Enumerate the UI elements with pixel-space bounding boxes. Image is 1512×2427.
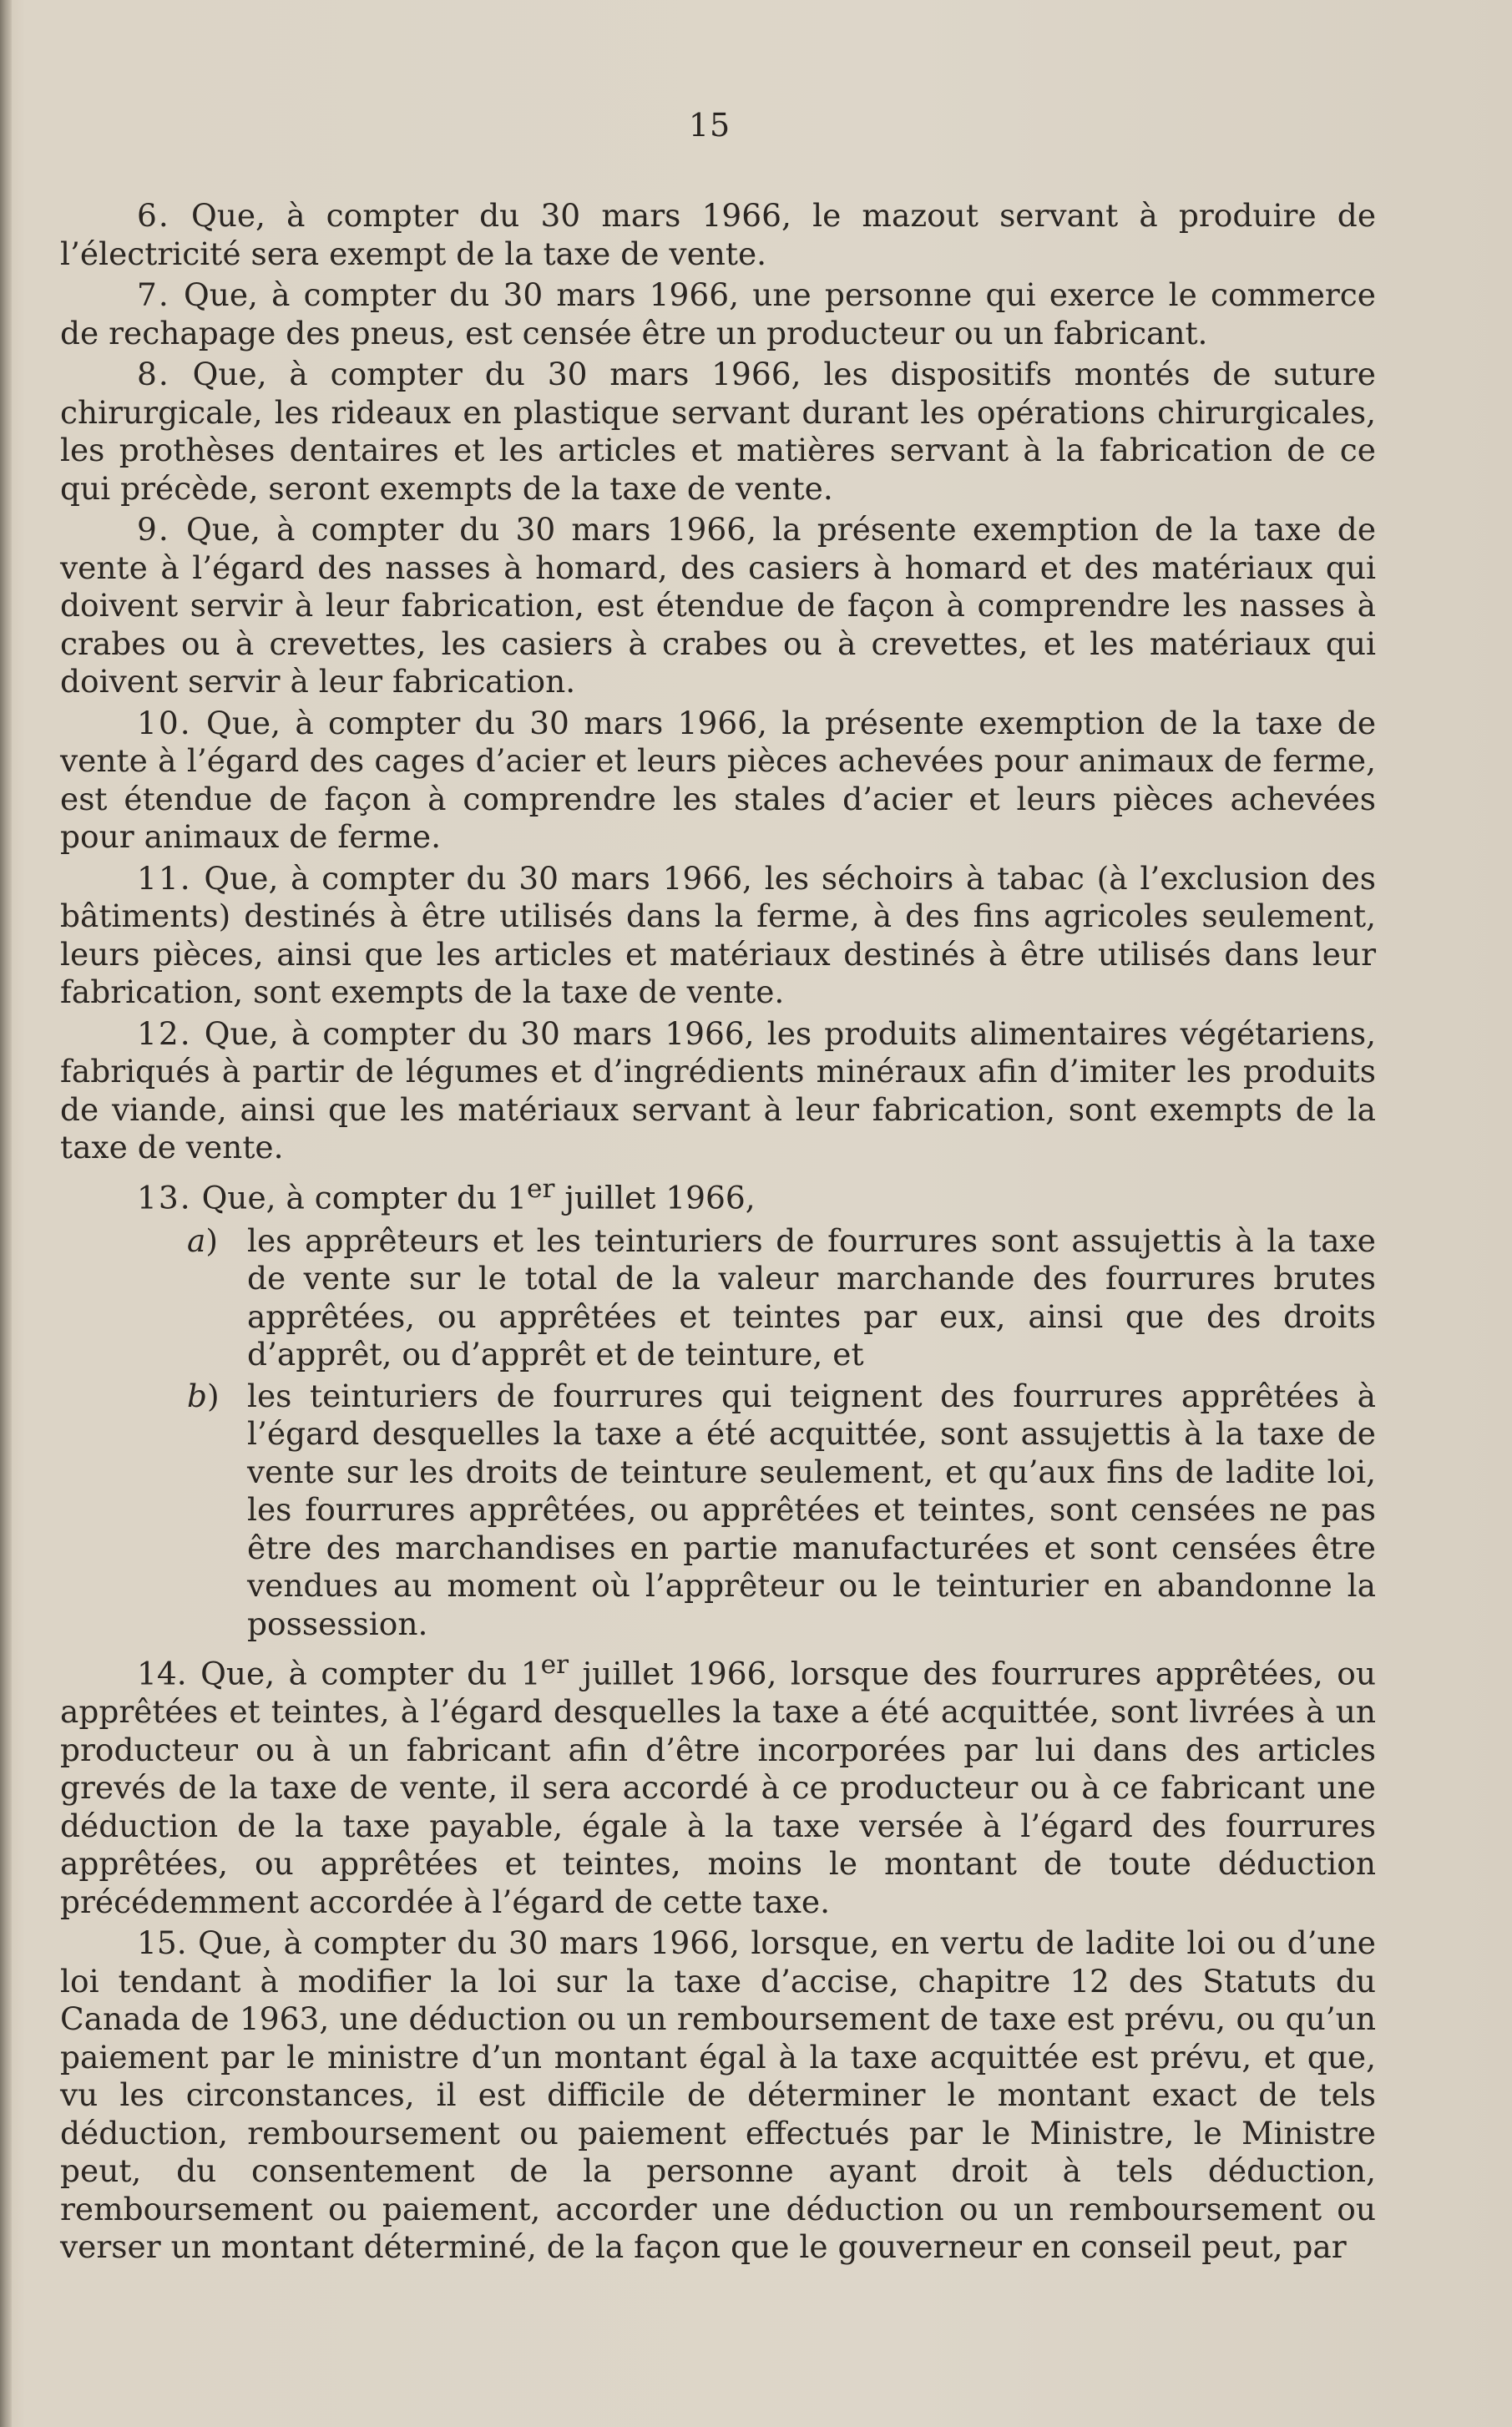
paragraph-text: Que, à compter du 30 mars 1966, les produits alimentaires végétariens, fabriqués à partir de légumes et d’ingrédients minéraux afin d’imiter les produits de viande, ainsi que les matériaux servant à leur fabrication, sont exempts de la taxe de vente.	[60, 1014, 1377, 1165]
paragraph-6	[60, 197, 1376, 273]
ordinal-superscript: er	[526, 1173, 555, 1204]
paragraph-text: Que, à compter du 30 mars 1966, une personne qui exerce le commerce de rechapage des pneus, est censée être un producteur ou un fabricant.	[60, 276, 1377, 351]
paragraph-13-intro	[60, 1171, 1376, 1217]
list-item-marker: a)	[187, 1221, 218, 1259]
paragraph-15	[60, 1924, 1376, 2267]
paragraph-number: 15.	[137, 1924, 187, 1961]
list-item-marker: b)	[187, 1377, 220, 1414]
paragraph-8	[60, 356, 1376, 508]
paragraph-text: Que, à compter du 30 mars 1966, la présente exemption de la taxe de vente à l’égard des nasses à homard, des casiers à homard et des matériaux qui doivent servir à leur fabrication, est étendue de façon à comprendre les nasses à crabes ou à crevettes, les casiers à crabes ou à crevettes, et les matériaux qui doivent servir à leur fabrication.	[60, 511, 1377, 700]
page-binding-edge	[0, 0, 12, 2427]
list-item-text: les teinturiers de fourrures qui teignent des fourrures apprêtées à l’égard desquelles la taxe a été acquittée, sont assujettis à la taxe de vente sur les droits de teinture seulement, et qu’aux fins de ladite loi, les fourrures apprêtées, ou apprêtées et teintes, sont censées ne pas être des marchandises en partie manufacturées et sont censées être vendues au moment où l’apprêteur ou le teinturier en abandonne la possession.	[247, 1377, 1376, 1642]
list-item-text: les apprêteurs et les teinturiers de fourrures sont assujettis à la taxe de vente sur le total de la valeur marchande des fourrures brutes apprêtées, ou apprêtées et teintes par eux, ainsi que des droits d’apprêt, ou d’apprêt et de teinture, et	[247, 1221, 1376, 1373]
list-item-letter: a	[187, 1221, 206, 1259]
paragraph-number: 12.	[137, 1014, 192, 1052]
list-item-b	[60, 1378, 1376, 1644]
paragraph-text: Que, à compter du 30 mars 1966, lorsque, en vertu de ladite loi ou d’une loi tendant à modifier la loi sur la taxe d’accise, chapitre 12 des Statuts du Canada de 1963, une déduction ou un remboursement de taxe est prévu, ou qu’un paiement par le ministre d’un montant égal à la taxe acquittée est prévu, et que, vu les circonstances, il est difficile de déterminer le montant exact de tels déduction, remboursement ou paiement effectués par le Ministre, le Ministre peut, du consentement de la personne ayant droit à tels déduction, remboursement ou paiement, accorder une déduction ou un remboursement ou verser un montant déterminé, de la façon que le gouverneur en conseil peut, par	[60, 1924, 1377, 2265]
list-item-letter: b	[187, 1377, 208, 1414]
paragraph-number: 7.	[137, 276, 170, 313]
page-number: 15	[688, 107, 731, 144]
ordinal-superscript: er	[540, 1650, 569, 1680]
paragraph-number: 13.	[137, 1179, 192, 1216]
paragraph-7	[60, 276, 1376, 352]
paragraph-text: Que, à compter du 1	[200, 1655, 541, 1692]
paragraph-number: 14.	[137, 1655, 187, 1692]
paragraph-text: Que, à compter du 30 mars 1966, les séchoirs à tabac (à l’exclusion des bâtiments) destinés à être utilisés dans la ferme, à des fins agricoles seulement, leurs pièces, ainsi que les articles et matériaux destinés à être utilisés dans leur fabrication, sont exempts de la taxe de vente.	[60, 859, 1376, 1010]
paragraph-10	[60, 705, 1376, 857]
list-item-a	[60, 1222, 1376, 1374]
paragraph-text: juillet 1966,	[554, 1179, 756, 1216]
paragraph-text: Que, à compter du 30 mars 1966, la présente exemption de la taxe de vente à l’égard des cages d’acier et leurs pièces achevées pour animaux de ferme, est étendue de façon à comprendre les stales d’acier et leurs pièces achevées pour animaux de ferme.	[60, 704, 1377, 855]
paragraph-number: 11.	[137, 859, 192, 897]
paragraph-14	[60, 1646, 1376, 1921]
paragraph-text: Que, à compter du 1	[201, 1179, 527, 1216]
paragraph-text: juillet 1966, lorsque des fourrures apprêtées, ou apprêtées et teintes, à l’égard desquelles la taxe a été acquittée, sont livrées à un producteur ou à un fabricant afin d’être incorporées par lui dans des articles grevés de la taxe de vente, il sera accordé à ce producteur ou à ce fabricant une déduction de la taxe payable, égale à la taxe versée à l’égard des fourrures apprêtées, ou apprêtées et teintes, moins le montant de toute déduction précédemment accordée à l’égard de cette taxe.	[60, 1655, 1377, 1920]
paragraph-text: Que, à compter du 30 mars 1966, les dispositifs montés de suture chirurgicale, les rideaux en plastique servant durant les opérations chirurgicales, les prothèses dentaires et les articles et matières servant à la fabrication de ce qui précède, seront exempts de la taxe de vente.	[60, 356, 1377, 507]
paragraph-number: 8.	[137, 356, 170, 392]
paragraph-11	[60, 860, 1376, 1012]
paragraph-text: Que, à compter du 30 mars 1966, le mazout servant à produire de l’électricité sera exempt de la taxe de vente.	[60, 197, 1377, 272]
paragraph-number: 6.	[137, 197, 170, 234]
paragraph-number: 10.	[137, 704, 192, 741]
paragraph-number: 9.	[137, 511, 170, 548]
document-body	[60, 197, 1376, 2270]
paragraph-12	[60, 1015, 1376, 1167]
paragraph-9	[60, 511, 1376, 701]
